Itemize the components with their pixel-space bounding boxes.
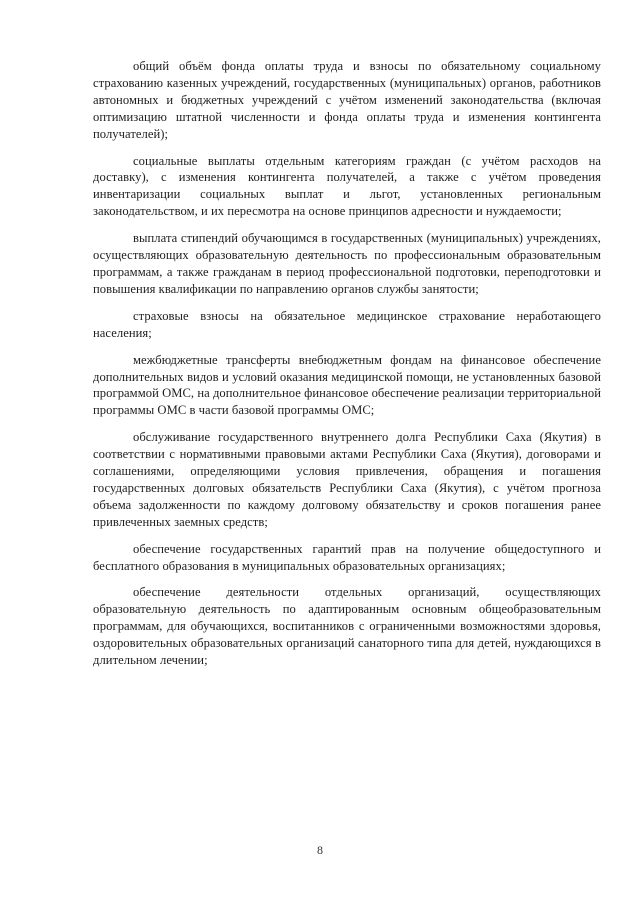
paragraph-scholarships: выплата стипендий обучающимся в государственных (муниципальных) учреждениях, осуществляющих образовательную деятельность по профессиональным образовательным программам, а также гражданам в период профессиональной подготовки, переподготовки и повышения квалификации по направлению органов службы занятости; (93, 231, 601, 296)
paragraph-special-organizations: обеспечение деятельности отдельных организаций, осуществляющих образовательную деятельность по адаптированным основным общеобразовательным программам, для обучающихся, воспитанников с ограниченными возможностями здоровья, оздоровительных образовательных организаций санаторного типа для детей, нуждающихся в длительном лечении; (93, 585, 601, 668)
paragraph-debt-servicing: обслуживание государственного внутреннего долга Республики Саха (Якутия) в соответствии с нормативными правовыми актами Республики Саха (Якутия), договорами и соглашениями, определяющими условия привлечения, обращения и погашения государственных долговых обязательств Республики Саха (Якутия), с учётом прогноза объема задолженности по каждому долговому обязательству и сроков погашения ранее привлеченных заемных средств; (93, 430, 601, 529)
paragraph-education-guarantees: обеспечение государственных гарантий прав на получение общедоступного и бесплатного образования в муниципальных образовательных организациях; (93, 541, 601, 573)
document-body (93, 58, 601, 679)
paragraph-social-payments: социальные выплаты отдельным категориям граждан (с учётом расходов на доставку), с изменения контингента получателей, а также с учётом проведения инвентаризации социальных выплат и льгот, установленных региональным законодательством, и их пересмотра на основе принципов адресности и нуждаемости; (93, 153, 601, 219)
page-number: 8 (317, 843, 323, 857)
paragraph-interbudget-transfers: межбюджетные трансферты внебюджетным фондам на финансовое обеспечение дополнительных видов и условий оказания медицинской помощи, не установленных базовой программой ОМС, на дополнительное финансовое обеспечение реализации территориальной программы ОМС в части базовой программы ОМС; (93, 352, 601, 418)
paragraph-payroll-fund: общий объём фонда оплаты труда и взносы по обязательному социальному страхованию казенных учреждений, государственных (муниципальных) органов, работников автономных и бюджетных учреждений с учётом изменений законодательства (включая оптимизацию штатной численности и фонда оплаты труда и изменения контингента получателей); (93, 59, 601, 141)
paragraph-medical-insurance: страховые взносы на обязательное медицинское страхование неработающего населения; (93, 308, 601, 340)
